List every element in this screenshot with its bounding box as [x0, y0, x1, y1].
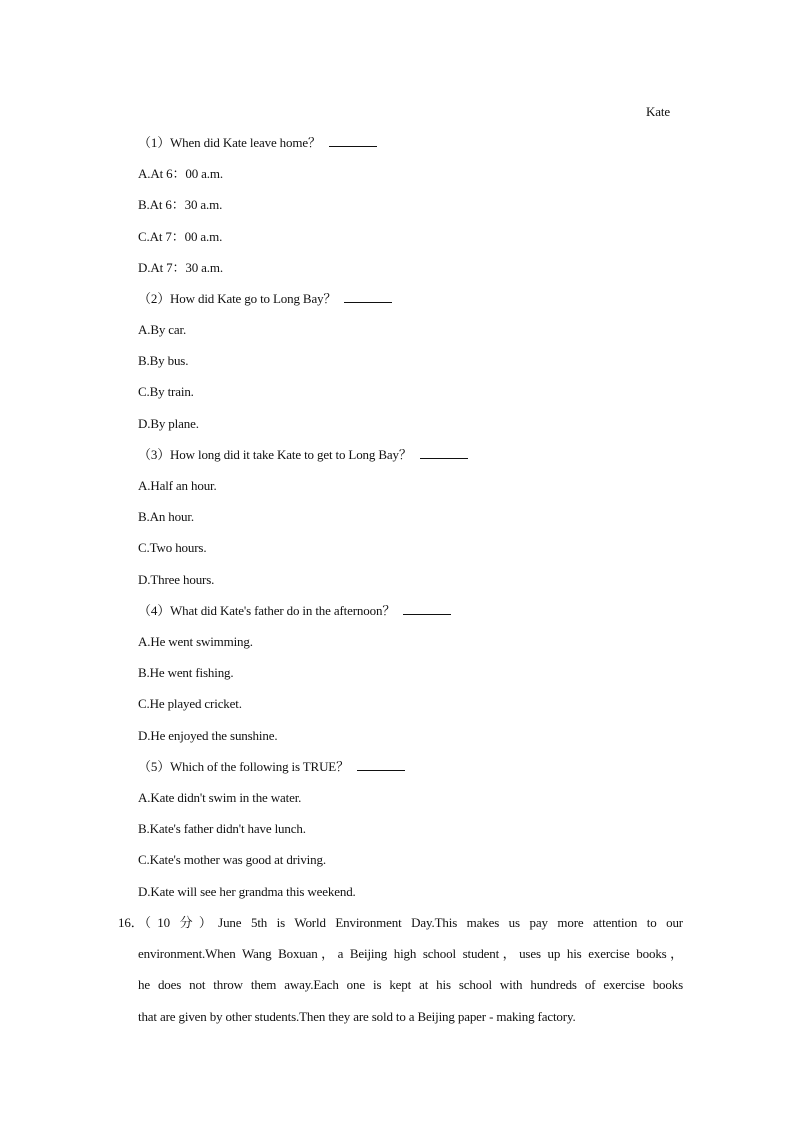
q2-option-a: A.By car.	[138, 322, 187, 337]
q4-option-b: B.He went fishing.	[138, 665, 234, 680]
q3-option-a: A.Half an hour.	[138, 478, 217, 493]
question-5-stem: （5）Which of the following is TRUE？	[138, 759, 349, 774]
answer-blank-3[interactable]	[420, 447, 468, 459]
q1-option-b: B.At 6：30 a.m.	[138, 197, 223, 212]
section-16-line-4: that are given by other students.Then they are sold to a Beijing paper - making factory.	[138, 1009, 576, 1024]
letter-signature: Kate	[646, 104, 670, 119]
q2-option-c: C.By train.	[138, 384, 194, 399]
answer-blank-4[interactable]	[403, 603, 451, 615]
q5-option-c: C.Kate's mother was good at driving.	[138, 852, 326, 867]
q1-option-d: D.At 7：30 a.m.	[138, 260, 223, 275]
q3-option-d: D.Three hours.	[138, 572, 215, 587]
q1-option-a: A.At 6：00 a.m.	[138, 166, 223, 181]
section-16-line-3: he does not throw them away.Each one is kept at his school with hundreds of exercise books	[138, 977, 683, 992]
question-2	[138, 291, 392, 307]
q2-option-b: B.By bus.	[138, 353, 189, 368]
q5-option-a: A.Kate didn't swim in the water.	[138, 790, 302, 805]
question-4	[138, 603, 451, 619]
question-1-stem: （1）When did Kate leave home？	[138, 135, 321, 150]
q5-option-b: B.Kate's father didn't have lunch.	[138, 821, 306, 836]
answer-blank-5[interactable]	[357, 759, 405, 771]
question-1	[138, 135, 377, 151]
q4-option-a: A.He went swimming.	[138, 634, 253, 649]
question-5	[138, 759, 405, 775]
section-16-line-2: environment.When Wang Boxuan，a Beijing high school student，uses up his exercise books，	[138, 946, 683, 961]
q4-option-d: D.He enjoyed the sunshine.	[138, 728, 278, 743]
q5-option-d: D.Kate will see her grandma this weekend.	[138, 884, 356, 899]
question-3	[138, 447, 468, 463]
q3-option-c: C.Two hours.	[138, 540, 207, 555]
q3-option-b: B.An hour.	[138, 509, 194, 524]
q4-option-c: C.He played cricket.	[138, 696, 242, 711]
question-4-stem: （4）What did Kate's father do in the afternoon？	[138, 603, 396, 618]
q1-option-c: C.At 7：00 a.m.	[138, 229, 223, 244]
section-16-number: 16．	[118, 915, 144, 930]
question-2-stem: （2）How did Kate go to Long Bay？	[138, 291, 337, 306]
section-16-line-1: （10 分）June 5th is World Environment Day.This makes us pay more attention to our	[138, 915, 683, 930]
answer-blank-1[interactable]	[329, 135, 377, 147]
answer-blank-2[interactable]	[344, 291, 392, 303]
question-3-stem: （3）How long did it take Kate to get to Long Bay？	[138, 447, 412, 462]
q2-option-d: D.By plane.	[138, 416, 199, 431]
